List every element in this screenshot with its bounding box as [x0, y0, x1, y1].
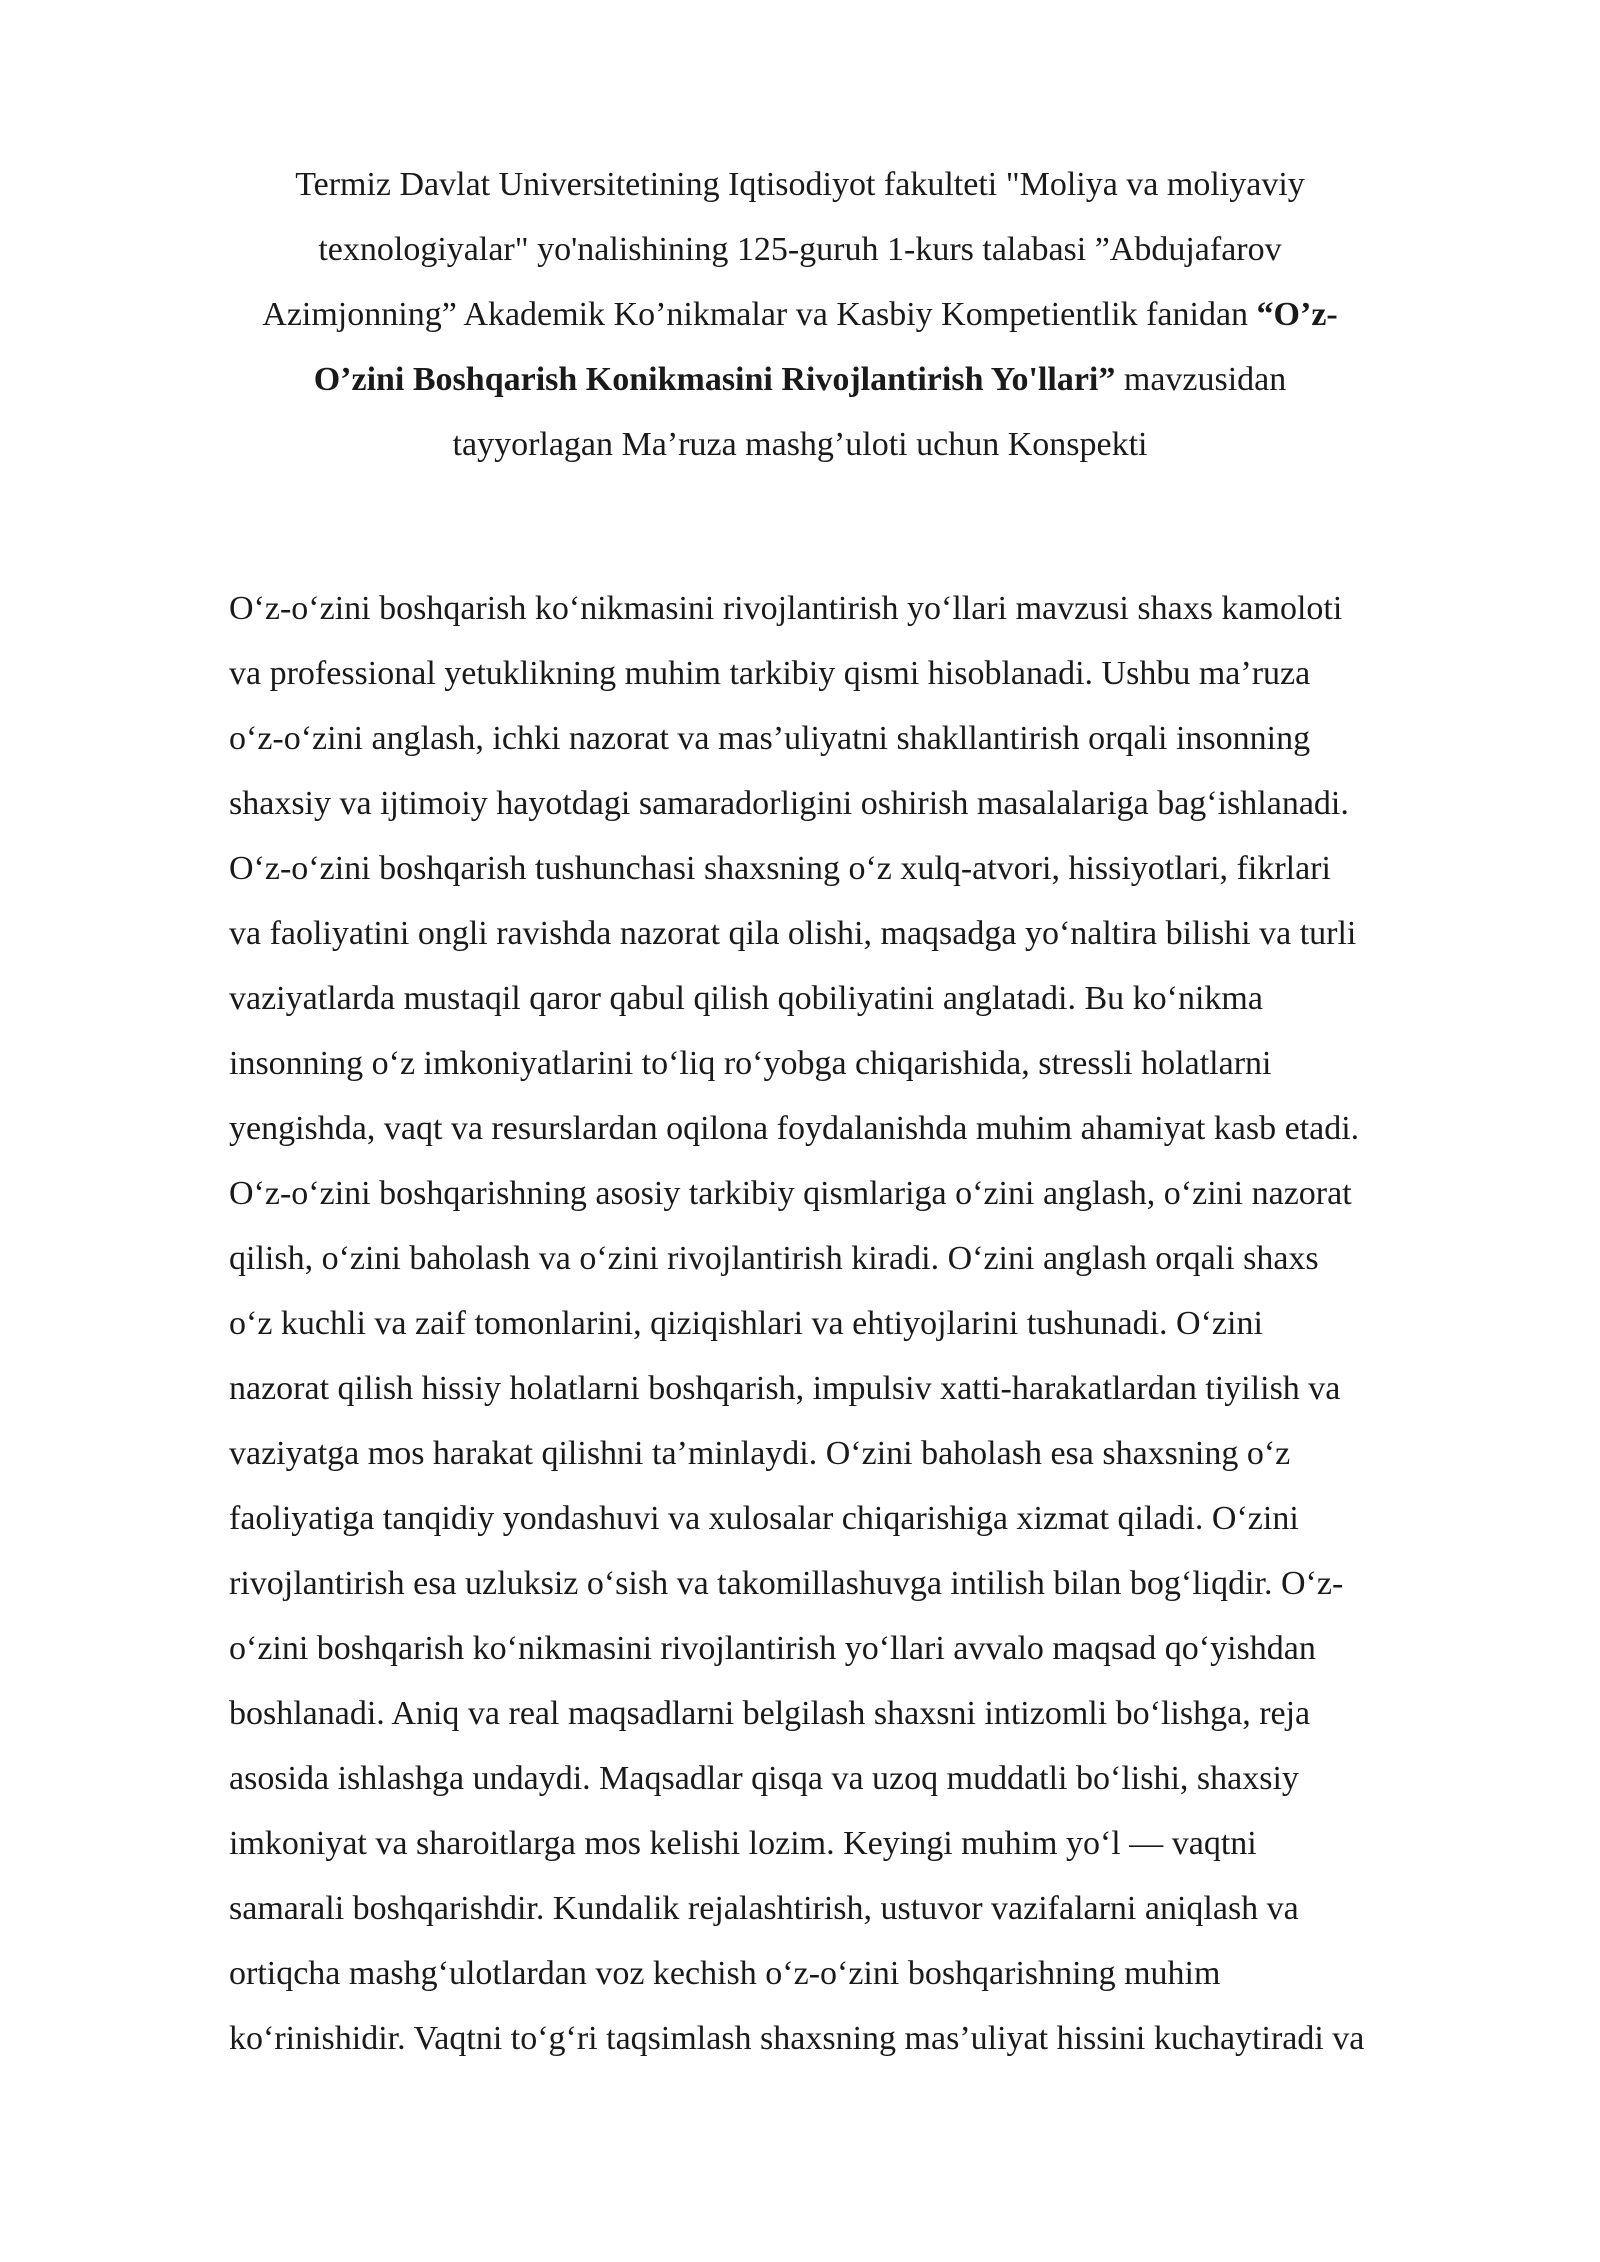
body-line: O‘z-o‘zini boshqarish ko‘nikmasini rivojlantirish yo‘llari mavzusi shaxs kamoloti [229, 590, 1343, 627]
topic-title-part-2: O’zini Boshqarish Konikmasini Rivojlantirish Yo'llari” [313, 361, 1116, 398]
body-line: ortiqcha mashg‘ulotlardan voz kechish o‘z-o‘zini boshqarishning muhim [229, 1955, 1221, 1992]
body-line: o‘zini boshqarish ko‘nikmasini rivojlantirish yo‘llari avvalo maqsad qo‘yishdan [229, 1630, 1316, 1667]
body-line: ko‘rinishidir. Vaqtni to‘g‘ri taqsimlash shaxsning mas’uliyat hissini kuchaytiradi va [229, 2020, 1365, 2057]
body-line: o‘z-o‘zini anglash, ichki nazorat va mas’uliyatni shakllantirish orqali insonning [229, 720, 1311, 757]
body-paragraph [229, 576, 1519, 2071]
body-line: vaziyatlarda mustaqil qaror qabul qilish qobiliyatini anglatadi. Bu ko‘nikma [229, 980, 1263, 1017]
body-line: faoliyatiga tanqidiy yondashuvi va xulosalar chiqarishiga xizmat qiladi. O‘zini [229, 1500, 1299, 1537]
body-line: va professional yetuklikning muhim tarkibiy qismi hisoblanadi. Ushbu ma’ruza [229, 655, 1311, 692]
heading-line-4 [220, 347, 1380, 412]
body-line: samarali boshqarishdir. Kundalik rejalashtirish, ustuvor vazifalarni aniqlash va [229, 1890, 1299, 1927]
document-heading [220, 152, 1380, 477]
heading-line-4-text: mavzusidan [1115, 361, 1287, 398]
body-line: imkoniyat va sharoitlarga mos kelishi lozim. Keyingi muhim yo‘l — vaqtni [229, 1825, 1257, 1862]
body-line: vaziyatga mos harakat qilishni ta’minlaydi. O‘zini baholash esa shaxsning o‘z [229, 1435, 1291, 1472]
body-line: boshlanadi. Aniq va real maqsadlarni belgilash shaxsni intizomli bo‘lishga, reja [229, 1695, 1311, 1732]
body-line: qilish, o‘zini baholash va o‘zini rivojlantirish kiradi. O‘zini anglash orqali shaxs [229, 1240, 1319, 1277]
heading-line-3-text: Azimjonning” Akademik Ko’nikmalar va Kasbiy Kompetientlik fanidan [262, 296, 1257, 333]
body-line: rivojlantirish esa uzluksiz o‘sish va takomillashuvga intilish bilan bog‘liqdir. O‘z- [229, 1565, 1344, 1602]
body-line: O‘z-o‘zini boshqarish tushunchasi shaxsning o‘z xulq-atvori, hissiyotlari, fikrlari [229, 850, 1331, 887]
heading-line-5: tayyorlagan Ma’ruza mashg’uloti uchun Konspekti [452, 426, 1148, 463]
body-line: O‘z-o‘zini boshqarishning asosiy tarkibiy qismlariga o‘zini anglash, o‘zini nazorat [229, 1175, 1352, 1212]
heading-line-2: texnologiyalar" yo'nalishining 125-guruh 1-kurs talabasi ”Abdujafarov [318, 231, 1282, 268]
body-line: insonning o‘z imkoniyatlarini to‘liq ro‘yobga chiqarishida, stressli holatlarni [229, 1045, 1272, 1082]
heading-line-3 [220, 282, 1380, 347]
body-line: shaxsiy va ijtimoiy hayotdagi samaradorligini oshirish masalalariga bag‘ishlanadi. [229, 785, 1349, 822]
topic-title-part-1: “O’z- [1256, 296, 1338, 333]
body-line: o‘z kuchli va zaif tomonlarini, qiziqishlari va ehtiyojlarini tushunadi. O‘zini [229, 1305, 1263, 1342]
body-line: nazorat qilish hissiy holatlarni boshqarish, impulsiv xatti-harakatlardan tiyilish va [229, 1370, 1341, 1407]
body-line: asosida ishlashga undaydi. Maqsadlar qisqa va uzoq muddatli bo‘lishi, shaxsiy [229, 1760, 1299, 1797]
heading-line-1: Termiz Davlat Universitetining Iqtisodiyot fakulteti "Moliya va moliyaviy [295, 166, 1305, 203]
body-line: yengishda, vaqt va resurslardan oqilona foydalanishda muhim ahamiyat kasb etadi. [229, 1110, 1360, 1147]
body-line: va faoliyatini ongli ravishda nazorat qila olishi, maqsadga yo‘naltira bilishi va turli [229, 915, 1357, 952]
